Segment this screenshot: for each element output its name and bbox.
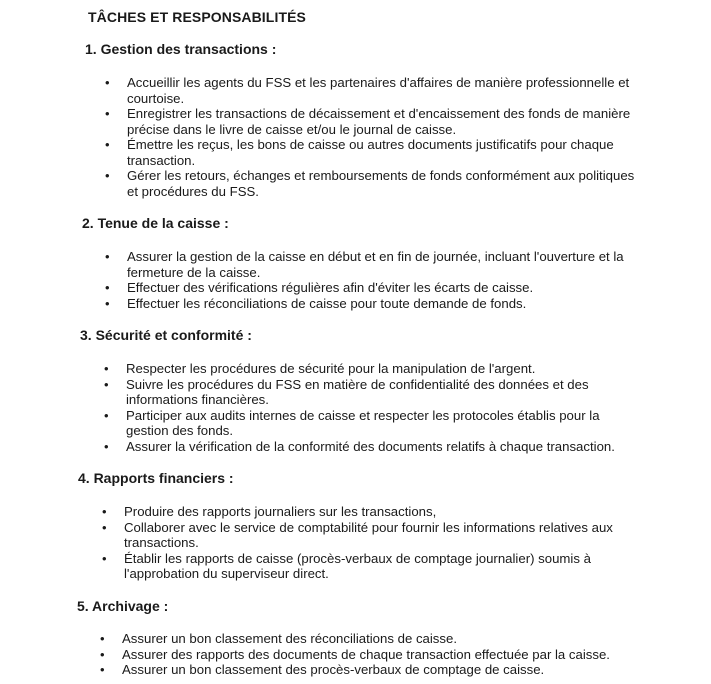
list-item: • Collaborer avec le service de comptabilité pour fournir les informations relatives aux transactions.	[102, 519, 613, 550]
archiving-list	[100, 631, 645, 678]
list-item: • Assurer la vérification de la conformité des documents relatifs à chaque transaction.	[104, 438, 615, 454]
bullet-icon: •	[105, 280, 110, 295]
cash-keeping-list	[105, 249, 650, 311]
bullet-icon: •	[100, 646, 105, 662]
list-item: • Assurer un bon classement des procès-verbaux de comptage de caisse.	[100, 662, 545, 677]
list-item: • Assurer des rapports des documents de chaque transaction effectuée par la caisse.	[100, 646, 610, 662]
list-item: • Suivre les procédures du FSS en matière de confidentialité des données et des informations financières.	[104, 376, 589, 407]
financial-reports-list	[102, 504, 632, 582]
list-item: • Assurer la gestion de la caisse en début et en fin de journée, incluant l'ouverture et la fermeture de la caisse.	[105, 249, 624, 280]
list-item: • Enregistrer les transactions de décaissement et d'encaissement des fonds de manière précise dans le livre de caisse et/ou le journal de caisse.	[105, 106, 631, 137]
list-item: • Respecter les procédures de sécurité pour la manipulation de l'argent.	[104, 361, 536, 376]
transactions-list	[105, 75, 645, 199]
section-heading-archiving: 5. Archivage :	[77, 598, 169, 614]
bullet-icon: •	[105, 168, 110, 183]
list-item: • Gérer les retours, échanges et remboursements de fonds conformément aux politiques et procédures du FSS.	[105, 168, 635, 199]
section-heading-financial-reports: 4. Rapports financiers :	[78, 470, 234, 486]
list-item: • Établir les rapports de caisse (procès-verbaux de comptage journalier) soumis à l'approbation du superviseur direct.	[102, 550, 591, 581]
list-item: • Effectuer des vérifications régulières afin d'éviter les écarts de caisse.	[105, 280, 534, 295]
security-list	[104, 361, 644, 454]
bullet-icon: •	[102, 504, 107, 519]
bullet-icon: •	[104, 407, 109, 423]
section-heading-transactions: 1. Gestion des transactions :	[85, 41, 277, 57]
bullet-icon: •	[105, 249, 110, 264]
bullet-icon: •	[105, 75, 110, 90]
section-heading-security: 3. Sécurité et conformité :	[80, 327, 252, 343]
list-item: • Assurer un bon classement des réconciliations de caisse.	[100, 631, 457, 646]
bullet-icon: •	[105, 295, 110, 311]
section-heading-cash-keeping: 2. Tenue de la caisse :	[82, 215, 229, 231]
bullet-icon: •	[102, 519, 107, 535]
list-item: • Participer aux audits internes de caisse et respecter les protocoles établis pour la gestion des fonds.	[104, 407, 600, 438]
bullet-icon: •	[100, 631, 105, 646]
bullet-icon: •	[105, 137, 110, 152]
bullet-icon: •	[104, 376, 109, 392]
bullet-icon: •	[100, 662, 105, 677]
bullet-icon: •	[104, 438, 109, 454]
list-item: • Accueillir les agents du FSS et les partenaires d'affaires de manière professionnelle et courtoise.	[105, 75, 630, 106]
document-title: TÂCHES ET RESPONSABILITÉS	[88, 9, 306, 25]
list-item: • Émettre les reçus, les bons de caisse ou autres documents justificatifs pour chaque transaction.	[105, 137, 614, 168]
list-item: • Effectuer les réconciliations de caisse pour toute demande de fonds.	[105, 295, 527, 311]
bullet-icon: •	[102, 550, 107, 566]
list-item: • Produire des rapports journaliers sur les transactions,	[102, 504, 437, 519]
bullet-icon: •	[105, 106, 110, 121]
bullet-icon: •	[104, 361, 109, 376]
